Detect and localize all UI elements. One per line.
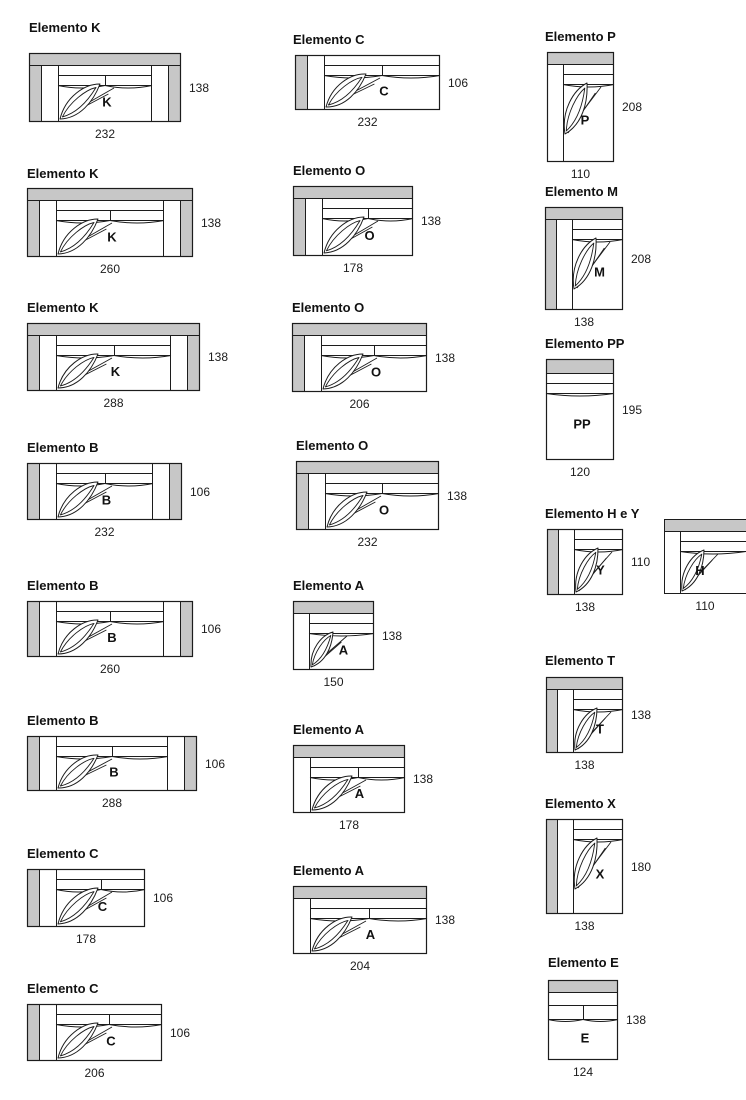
element-title: Elemento A <box>293 578 365 593</box>
height-dimension: 138 <box>631 708 652 722</box>
width-dimension: 178 <box>75 932 97 946</box>
backrest-bar <box>294 602 374 614</box>
element-title: Elemento C <box>293 32 365 47</box>
height-dimension: 138 <box>435 350 456 365</box>
element-figure <box>546 677 625 755</box>
width-dimension: 138 <box>574 919 595 933</box>
element-letter: K <box>102 94 112 110</box>
width-dimension: 110 <box>695 599 715 613</box>
element-title: Elemento B <box>27 578 99 593</box>
element-figure <box>27 188 195 259</box>
element-figure <box>293 745 407 815</box>
element-title: Elemento K <box>27 166 99 181</box>
element-title: Elemento C <box>27 981 99 996</box>
element-figure <box>29 53 183 124</box>
element-figure <box>296 461 441 532</box>
width-dimension: 120 <box>569 465 591 479</box>
width-dimension: 178 <box>342 261 364 275</box>
width-dimension: 204 <box>349 959 371 973</box>
element-letter: K <box>110 363 121 379</box>
armrest-left <box>547 690 558 753</box>
height-dimension: 106 <box>170 1025 191 1040</box>
element-letter: C <box>379 83 389 99</box>
element-figure <box>545 207 625 312</box>
width-dimension: 138 <box>574 600 596 614</box>
width-dimension: 206 <box>349 397 370 411</box>
element-title: Elemento A <box>293 722 365 737</box>
element-title: Elemento O <box>293 163 366 178</box>
height-dimension: 138 <box>626 1013 647 1027</box>
backrest-bar <box>297 462 439 474</box>
element-figure <box>27 601 195 659</box>
element-title: Elemento P <box>545 29 616 44</box>
width-dimension: 232 <box>94 525 115 539</box>
height-dimension: 138 <box>382 628 403 643</box>
backrest-bar <box>30 54 181 66</box>
height-dimension: 106 <box>205 756 226 771</box>
width-dimension: 288 <box>103 396 124 410</box>
backrest-bar <box>28 189 193 201</box>
element-figure <box>547 52 616 164</box>
element-letter: H <box>695 563 705 579</box>
element-title: Elemento A <box>293 863 365 878</box>
armrest-left <box>28 870 40 927</box>
height-dimension: 180 <box>631 859 652 874</box>
element-figure <box>664 519 746 596</box>
element-letter: PP <box>573 416 591 432</box>
element-figure <box>292 323 429 394</box>
element-letter: T <box>596 721 604 737</box>
seat-body <box>27 1004 162 1061</box>
element-title: Elemento B <box>27 440 99 455</box>
armrest-left <box>296 56 308 110</box>
backrest-bar <box>549 981 618 993</box>
element-letter: A <box>365 926 376 942</box>
backrest-bar <box>664 520 746 532</box>
element-figure <box>293 186 415 258</box>
armrest-left <box>28 201 40 257</box>
element-figure <box>293 886 429 956</box>
armrest-left <box>28 737 40 791</box>
backrest-bar <box>293 324 427 336</box>
element-letter: X <box>595 866 605 882</box>
element-figure <box>27 463 184 522</box>
element-title: Elemento H e Y <box>545 506 640 521</box>
height-dimension: 208 <box>622 100 643 114</box>
element-title: Elemento O <box>292 300 365 315</box>
element-letter: O <box>364 227 375 243</box>
element-letter: C <box>97 898 108 914</box>
element-letter: K <box>107 229 117 245</box>
backrest-bar <box>294 887 427 899</box>
width-dimension: 232 <box>357 115 378 129</box>
armrest-right <box>188 336 200 391</box>
backrest-bar <box>546 208 623 220</box>
element-letter: B <box>107 629 117 645</box>
height-dimension: 138 <box>201 215 222 230</box>
armrest-left <box>30 66 42 122</box>
armrest-left <box>28 602 40 657</box>
element-figure <box>27 869 147 929</box>
height-dimension: 138 <box>208 350 229 364</box>
width-dimension: 138 <box>573 315 595 329</box>
height-dimension: 106 <box>190 484 211 499</box>
element-title: Elemento O <box>296 438 369 453</box>
armrest-left <box>28 336 40 391</box>
width-dimension: 124 <box>572 1065 594 1079</box>
width-dimension: 110 <box>570 167 591 181</box>
element-letter: C <box>106 1033 116 1049</box>
armrest-left <box>547 820 558 914</box>
height-dimension: 195 <box>622 402 643 417</box>
element-letter: O <box>370 364 382 380</box>
width-dimension: 260 <box>99 262 121 276</box>
element-figure <box>546 359 616 462</box>
element-letter: A <box>338 642 349 658</box>
width-dimension: 260 <box>99 662 121 676</box>
backrest-bar <box>547 360 614 374</box>
seat-body <box>295 55 440 110</box>
armrest-right <box>181 201 193 257</box>
element-title: Elemento X <box>545 796 616 811</box>
armrest-left <box>28 1005 40 1061</box>
element-title: Elemento M <box>545 184 618 199</box>
width-dimension: 138 <box>574 758 595 772</box>
element-letter: B <box>101 492 112 508</box>
element-title: Elemento K <box>29 20 101 35</box>
element-letter: M <box>594 264 605 280</box>
armrest-right <box>185 737 197 791</box>
element-figure <box>293 601 376 672</box>
backrest-bar <box>294 187 413 199</box>
backrest-bar <box>28 324 200 336</box>
element-letter: A <box>354 785 365 801</box>
armrest-left <box>294 199 306 256</box>
element-letter: E <box>580 1030 590 1046</box>
height-dimension: 138 <box>421 214 442 228</box>
element-figure <box>27 323 202 393</box>
element-title: Elemento B <box>27 713 99 728</box>
armrest-right <box>169 66 181 122</box>
armrest-left <box>28 464 40 520</box>
element-figure <box>295 55 442 112</box>
height-dimension: 138 <box>447 488 468 503</box>
armrest-left <box>546 220 557 310</box>
backrest-bar <box>547 678 623 690</box>
element-letter: B <box>109 764 119 780</box>
element-title: Elemento PP <box>545 336 625 351</box>
element-title: Elemento K <box>27 300 99 315</box>
element-title: Elemento T <box>545 653 616 668</box>
armrest-right <box>181 602 193 657</box>
backrest-bar <box>294 746 405 758</box>
height-dimension: 106 <box>153 891 174 905</box>
armrest-left <box>293 336 305 392</box>
element-figure <box>27 1004 164 1063</box>
width-dimension: 288 <box>101 796 123 810</box>
armrest-left <box>548 530 559 595</box>
element-figure <box>548 980 620 1062</box>
armrest-right <box>170 464 182 520</box>
width-dimension: 178 <box>338 818 360 832</box>
element-figure <box>27 736 199 793</box>
height-dimension: 138 <box>413 772 434 786</box>
element-title: Elemento E <box>548 955 619 970</box>
width-dimension: 232 <box>94 127 116 141</box>
width-dimension: 150 <box>323 675 344 689</box>
height-dimension: 138 <box>435 913 456 927</box>
backrest-bar <box>548 53 614 65</box>
height-dimension: 110 <box>631 555 651 569</box>
height-dimension: 138 <box>189 80 210 95</box>
width-dimension: 232 <box>357 535 378 549</box>
element-letter: P <box>580 112 590 128</box>
height-dimension: 106 <box>201 622 222 636</box>
seat-body <box>546 359 614 460</box>
element-letter: Y <box>596 562 605 578</box>
armrest-left <box>297 474 309 530</box>
height-dimension: 106 <box>448 75 469 90</box>
height-dimension: 208 <box>631 251 652 266</box>
element-figure <box>547 529 625 597</box>
element-figure <box>546 819 625 916</box>
element-letter: O <box>378 502 390 518</box>
element-title: Elemento C <box>27 846 99 861</box>
width-dimension: 206 <box>84 1066 105 1080</box>
